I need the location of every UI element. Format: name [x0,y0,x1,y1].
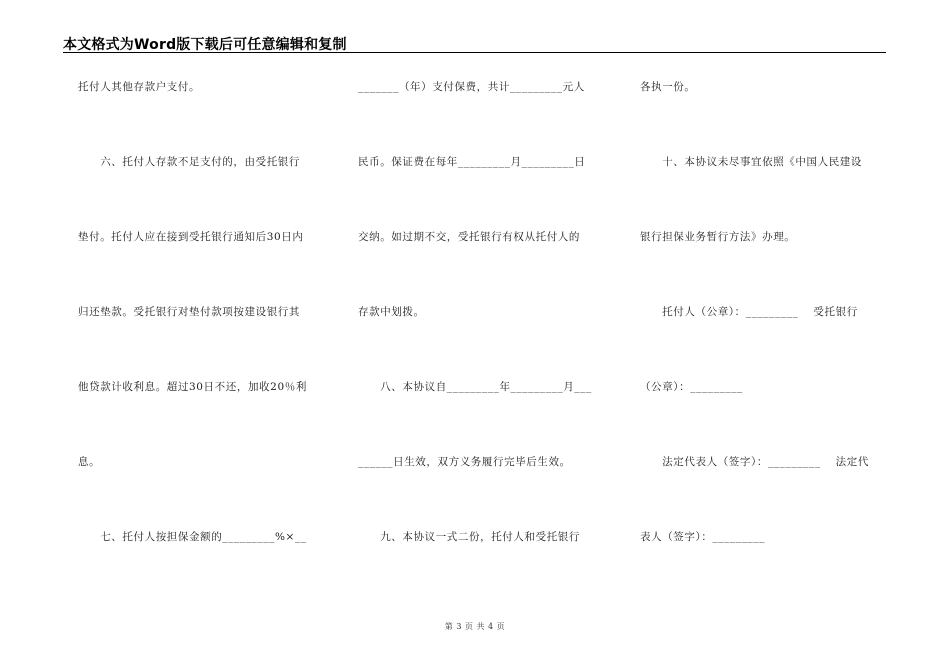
text-line: 十、本协议未尽事宜依照《中国人民建设 [640,156,862,168]
text-line: 六、托付人存款不足支付的，由受托银行 [78,156,300,168]
text-line: 垫付。托付人应在接到受托银行通知后30日内 [78,231,304,243]
text-line: 归还垫款。受托银行对垫付款项按建设银行其 [78,306,300,318]
text-line: （公章）：_________ [640,381,743,393]
text-line: 九、本协议一式二份，托付人和受托银行 [358,531,580,543]
text-line: 银行担保业务暂行方法》办理。 [640,231,796,243]
text-line: 托付人其他存款户支付。 [78,81,201,93]
text-line: _______（年）支付保费，共计_________元人 [358,81,585,93]
text-line: 交纳。如过期不交，受托银行有权从托付人的 [358,231,580,243]
text-line: 表人（签字）：_________ [640,531,766,543]
page-number: 第 3 页 共 4 页 [444,622,506,631]
text-line: 托付人（公章）：_________ 受托银行 [640,306,858,318]
text-line: 八、本协议自_________年_________月___ [358,381,592,393]
text-line: 法定代表人（签字）：_________ 法定代 [640,456,869,468]
text-line: 七、托付人按担保金额的_________%×__ [78,531,307,543]
text-line: 他贷款计收利息。超过30日不还，加收20％利 [78,381,307,393]
text-line: ______日生效，双方义务履行完毕后生效。 [358,456,571,468]
header-divider [63,52,886,53]
text-line: 各执一份。 [640,81,696,93]
document-header-title: 本文格式为Word版下载后可任意编辑和复制 [63,37,347,53]
text-line: 民币。保证费在每年_________月_________日 [358,156,586,168]
text-line: 存款中划拨。 [358,306,425,318]
text-line: 息。 [78,456,101,468]
